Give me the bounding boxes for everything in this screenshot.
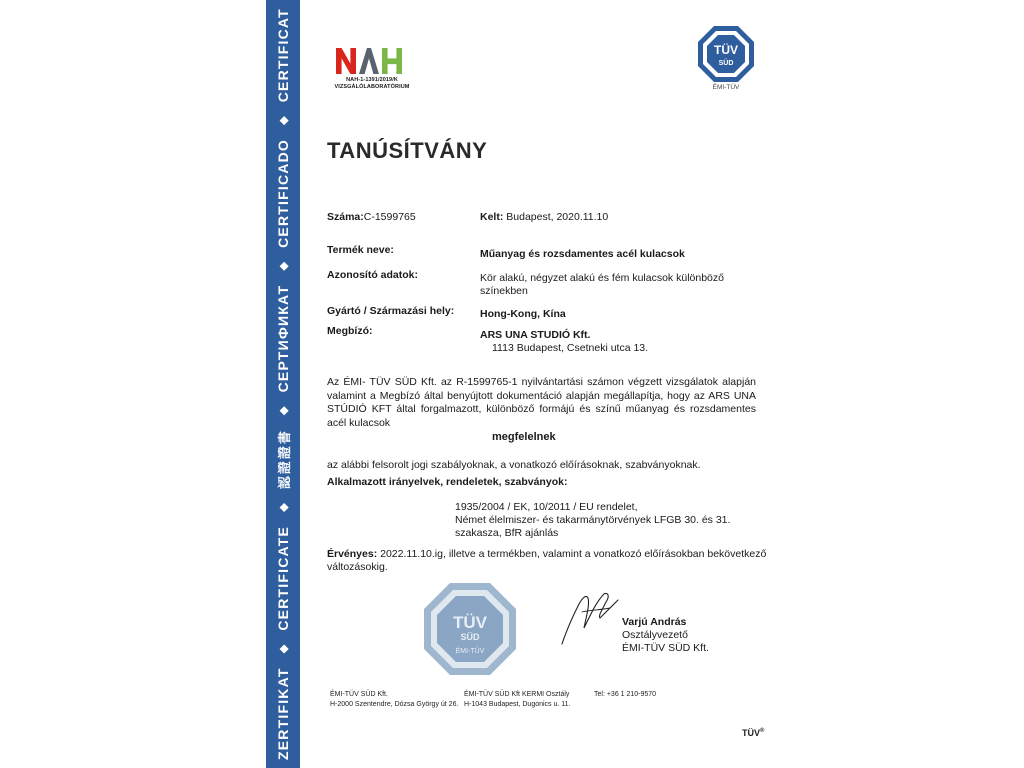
- footer-address-2: [464, 690, 571, 710]
- band-word-russian: СЕРТИФИКАТ: [275, 284, 291, 393]
- band-word-certificado: CERTIFICADO: [275, 139, 291, 248]
- band-word-chinese: 認證證書: [276, 429, 292, 490]
- client-address: 1113 Budapest, Csetneki utca 13.: [492, 342, 649, 354]
- footer-phone: Tel: +36 1 210-9570: [594, 691, 657, 698]
- band-word-certificate: CERTIFICATE: [275, 525, 291, 631]
- maker-label: Gyártó / Származási hely:: [327, 305, 455, 317]
- band-diamond-icon: ◆: [277, 503, 290, 512]
- tuv-sud-logo-icon: [697, 25, 755, 83]
- stamp-line2: SÜD: [460, 632, 480, 642]
- tuv-logo-line2: SÜD: [718, 60, 734, 67]
- band-diamond-icon: ◆: [277, 116, 290, 125]
- signer-name: Varjú András: [622, 616, 687, 628]
- issue-date: [480, 211, 608, 224]
- nah-letters-icon: [336, 48, 414, 74]
- footer-company: ÉMI-TÜV SÜD Kft.: [330, 691, 388, 698]
- stamp-line1: TÜV: [453, 613, 487, 632]
- validity-text: 2022.11.10.ig, illetve a termékben, valamint a vonatkozó előírásokban bekövetkező: [377, 548, 767, 560]
- ident-value-line1: Kör alakú, négyzet alakú és fém kulacsok különböző: [480, 272, 724, 284]
- certificate-number: [327, 211, 416, 224]
- validity-line2: változásokig.: [327, 561, 388, 573]
- conformity-word: megfelelnek: [492, 431, 556, 443]
- registered-icon: ®: [760, 728, 765, 734]
- product-label: Termék neve:: [327, 244, 394, 256]
- date-label: Kelt:: [480, 211, 504, 223]
- footer-address-1: [330, 690, 458, 710]
- regulation-line: Német élelmiszer- és takarmánytörvények LFGB 30. és 31.: [455, 514, 731, 526]
- nah-subtitle: VIZSGÁLÓLABORATÓRIUM: [334, 84, 410, 90]
- number-value: C-1599765: [363, 211, 416, 223]
- date-value: Budapest, 2020.11.10: [503, 211, 609, 223]
- side-band-text: [266, 0, 300, 768]
- validity-line1: [327, 548, 766, 561]
- footer-address: H-2000 Szentendre, Dózsa György út 26.: [330, 701, 459, 708]
- tuv-logo-line1: TÜV: [714, 43, 738, 57]
- ident-value-line2: színekben: [480, 285, 528, 297]
- band-word-certificat: CERTIFICAT: [275, 8, 291, 103]
- band-word-zertifikat: ZERTIFIKAT: [275, 667, 291, 760]
- signer-role: Osztályvezető: [622, 629, 688, 641]
- nah-accreditation-logo: [330, 48, 414, 100]
- nah-a-letter: [359, 48, 379, 74]
- applied-heading: Alkalmazott irányelvek, rendeletek, szabványok:: [327, 476, 568, 488]
- number-label: Száma:: [327, 211, 364, 223]
- stamp-line3: ÉMI-TÜV: [455, 648, 485, 655]
- band-diamond-icon: ◆: [277, 406, 290, 415]
- tuv-stamp-seal-icon: [423, 582, 517, 676]
- footer-department-address: H-1043 Budapest, Dugonics u. 11.: [464, 701, 571, 708]
- footer-department: ÉMI-TÜV SÜD Kft KERMI Osztály: [464, 691, 570, 698]
- handwritten-signature-icon: [556, 588, 626, 648]
- after-statement: az alábbi felsorolt jogi szabályoknak, a vonatkozó előírásoknak, szabványoknak.: [327, 459, 701, 471]
- certification-statement: Az ÉMI- TÜV SÜD Kft. az R-1599765-1 nyilvántartási számon végzett vizsgálatok alapján valamint a Megbízó által benyújtott dokumentáció alapján megállapítja, hogy az ARS UNA STÚDIÓ KFT által forgalmazott, különböző formájú és színű műanyag és rozsdamentes acél kulacsok: [327, 376, 756, 429]
- signer-organization: ÉMI-TÜV SÜD Kft.: [622, 642, 709, 654]
- regulation-line: szakasza, BfR ajánlás: [455, 527, 559, 539]
- nah-code: NAH-1-1391/2019/K: [346, 77, 398, 83]
- band-diamond-icon: ◆: [277, 262, 290, 271]
- validity-label: Érvényes:: [327, 548, 378, 560]
- client-name: ARS UNA STUDIÓ Kft.: [480, 329, 591, 341]
- regulation-line: 1935/2004 / EK, 10/2011 / EU rendelet,: [455, 501, 638, 513]
- tuv-logo-caption: ÉMI-TÜV: [712, 84, 740, 91]
- tuv-mark-text: TÜV: [742, 728, 760, 738]
- maker-value: Hong-Kong, Kína: [480, 308, 566, 320]
- nah-h-letter: [382, 48, 402, 74]
- certificate-title: TANÚSÍTVÁNY: [327, 138, 488, 163]
- product-value: Műanyag és rozsdamentes acél kulacsok: [480, 248, 685, 260]
- client-label: Megbízó:: [327, 325, 373, 337]
- tuv-trademark-mark: [742, 728, 764, 738]
- band-diamond-icon: ◆: [277, 644, 290, 654]
- nah-n-letter: [336, 48, 356, 74]
- ident-label: Azonosító adatok:: [327, 269, 418, 281]
